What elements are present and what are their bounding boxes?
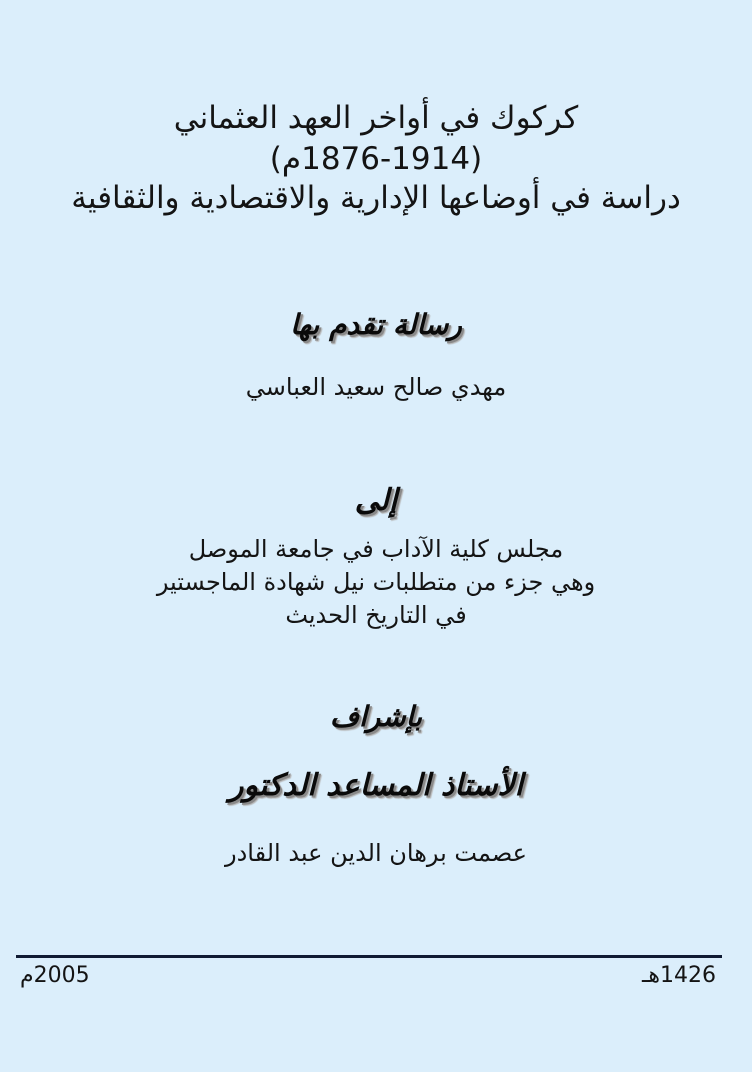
hijri-year: 1426هـ [641,963,716,988]
recipient-line-2: وهي جزء من متطلبات نيل شهادة الماجستير [156,568,596,596]
recipient-line-3: في التاريخ الحديث [285,601,467,629]
title-line-1: كركوك في أواخر العهد العثماني [173,100,579,136]
submission-heading: رسالة تقدم بها [290,308,462,341]
supervisor-name: عصمت برهان الدين عبد القادر [224,839,527,867]
footer-divider [16,955,722,958]
title-line-3: دراسة في أوضاعها الإدارية والاقتصادية والثقافية [71,180,681,216]
supervisor-rank: الأستاذ المساعد الدكتور [229,768,523,803]
recipient-line-1: مجلس كلية الآداب في جامعة الموصل [188,535,564,563]
author-name: مهدي صالح سعيد العباسي [245,373,507,401]
gregorian-year: 2005م [20,963,90,988]
recipient-heading: إلى [354,483,398,518]
supervision-heading: بإشراف [329,700,423,733]
title-line-2: (1876-1914م) [269,141,483,177]
